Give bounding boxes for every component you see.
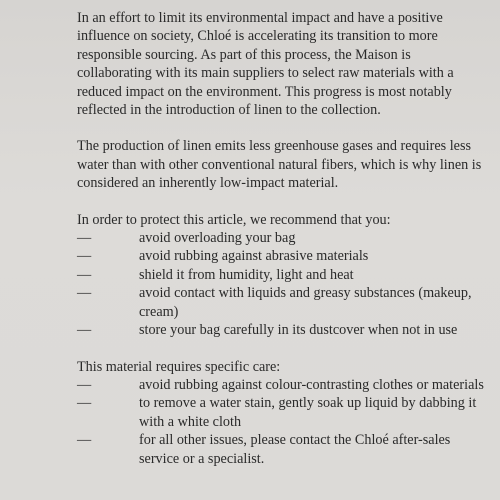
intro-paragraph-2: The production of linen emits less greenhouse gases and requires less water than with other conventional natural fibers, which is why linen is considered an inherently low-impact material. [77,138,482,192]
list-item [77,284,487,321]
list-item-text: to remove a water stain, gently soak up liquid by dabbing it with a white cloth [139,395,477,430]
list-item [77,376,487,394]
dash: — [77,432,92,449]
dash: — [77,248,92,265]
dash: — [77,395,92,412]
list-item-text: store your bag carefully in its dustcover when not in use [139,322,458,339]
dash: — [77,285,92,302]
list-item [77,431,487,468]
list-item-text: for all other issues, please contact the Chloé after-sales service or a specialist. [139,432,451,467]
list-item [77,266,487,284]
care-list [77,376,487,468]
spacer [77,340,487,358]
list-item [77,394,487,431]
dash: — [77,322,92,339]
list-item-text: avoid rubbing against colour-contrasting clothes or materials [139,376,484,393]
list-item [77,229,487,247]
dash: — [77,266,92,283]
list-item-text: avoid contact with liquids and greasy substances (makeup, cream) [139,285,472,320]
intro-paragraph-1: In an effort to limit its environmental impact and have a positive influence on society, Chloé is accelerating its transition to more responsible sourcing. As part of this process, the Maison is collaborating with its main suppliers to select raw materials with a reduced impact on the environment. This progress is most notably reflected in the introduction of linen to the collection. [77,10,454,119]
dash: — [77,230,92,247]
list-item-text: avoid rubbing against abrasive materials [139,248,369,265]
dash: — [77,376,92,393]
spacer [77,119,487,137]
list-item [77,321,487,339]
list-item [77,247,487,265]
protect-heading: In order to protect this article, we recommend that you: [77,211,391,228]
care-heading: This material requires specific care: [77,358,281,375]
document-text [77,9,487,468]
list-item-text: avoid overloading your bag [139,230,296,247]
list-item-text: shield it from humidity, light and heat [139,266,354,283]
spacer [77,193,487,211]
protect-list [77,229,487,339]
